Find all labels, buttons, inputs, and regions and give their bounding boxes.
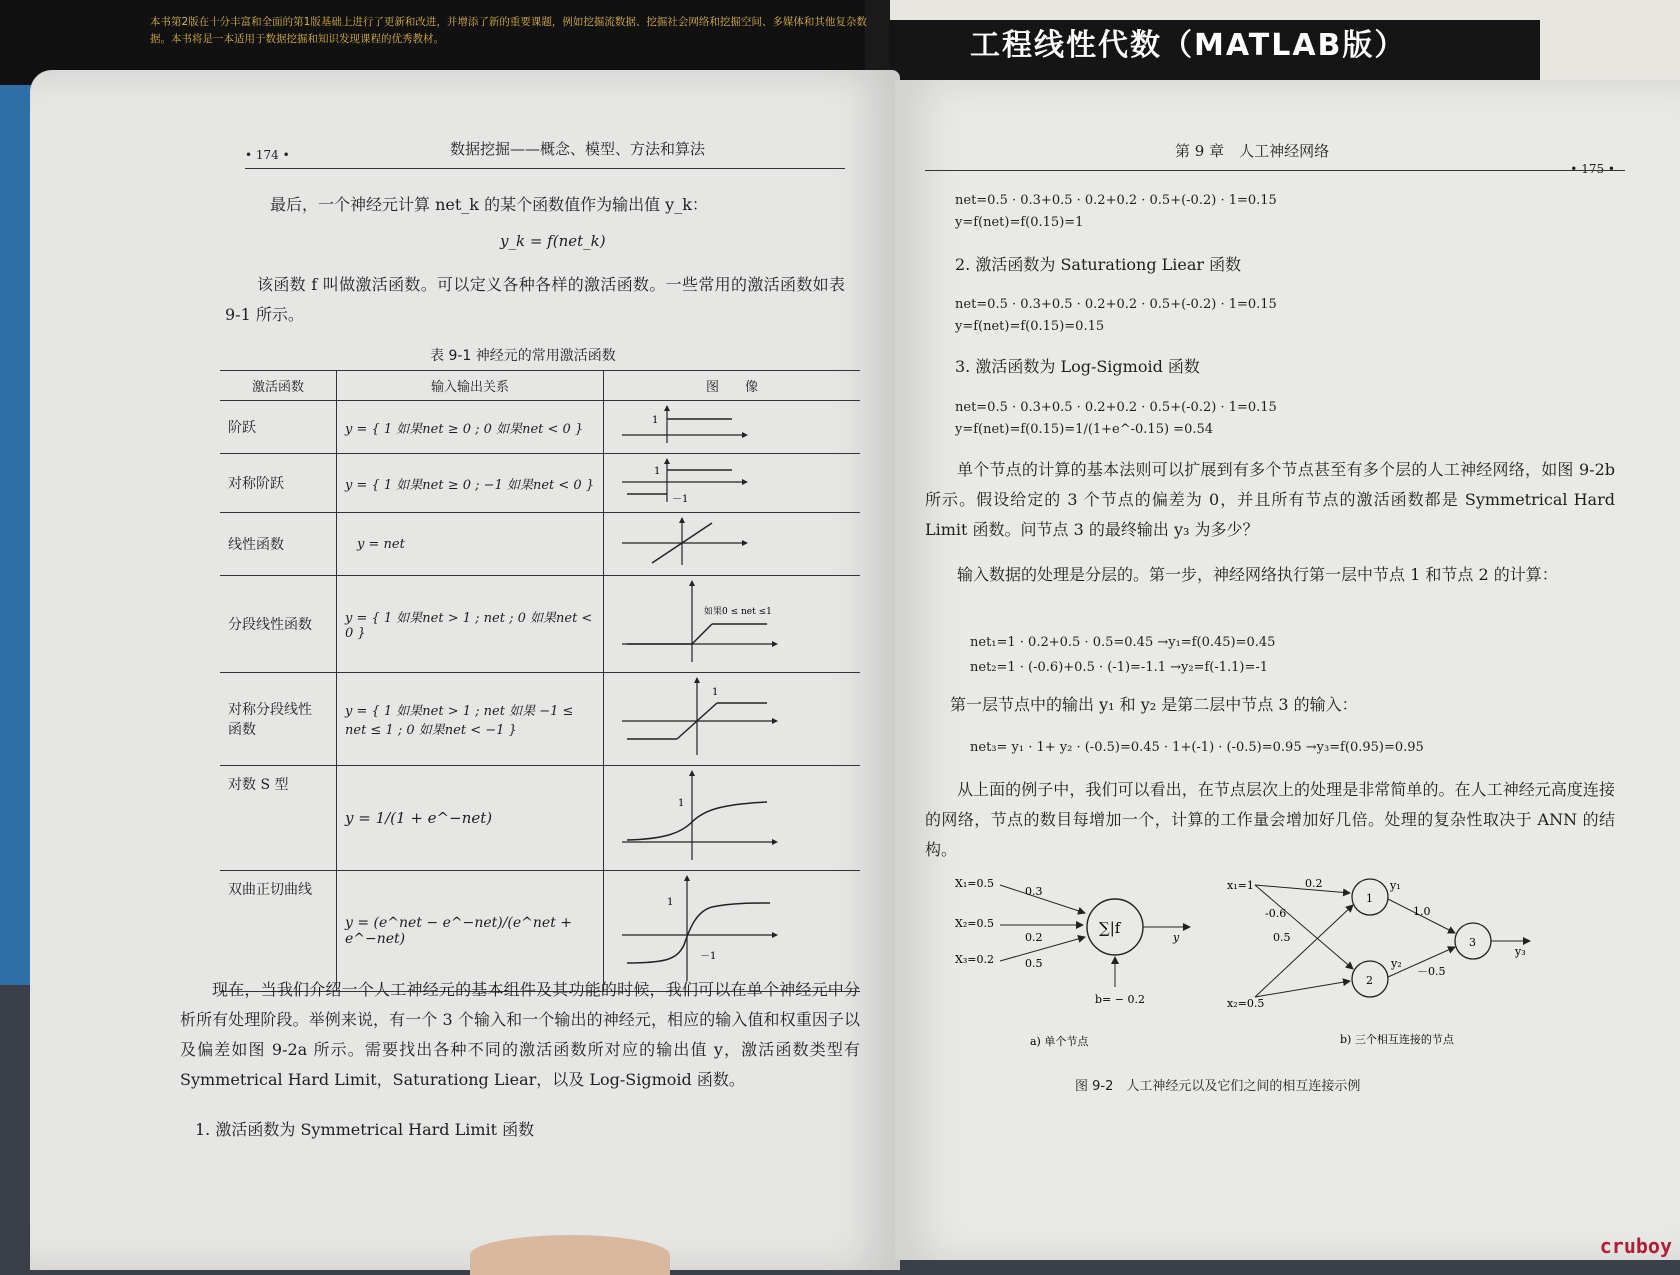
equation-2b: y=f(net)=f(0.15)=0.15 (955, 319, 1105, 334)
page-number: • 174 • (245, 148, 290, 162)
io-relation: y = 1/(1 + e^−net) (337, 766, 604, 871)
intro-equation: y_k = f(net_k) (500, 232, 606, 250)
graph-label-minus-one: －1 (700, 951, 717, 962)
activation-paragraph: 该函数 f 叫做激活函数。可以定义各种各样的激活函数。一些常用的激活函数如表 9-1 所示。 (225, 275, 845, 324)
weight-b-2: -0.6 (1265, 907, 1287, 920)
function-name: 对称分段线性 函数 (220, 673, 337, 766)
bias: b= − 0.2 (1095, 993, 1145, 1006)
header-rule (925, 170, 1625, 171)
graph-linear (604, 513, 861, 576)
running-head: 第 9 章 人工神经网络 (1175, 142, 1330, 160)
table-row (220, 401, 860, 454)
caption-b: b) 三个相互连接的节点 (1340, 1033, 1454, 1046)
output-y3: y₃ (1515, 945, 1526, 958)
table-row (220, 454, 860, 513)
graph-label-minus-one: －1 (672, 494, 689, 504)
function-name: 对数 S 型 (220, 766, 337, 871)
graph-step (604, 401, 861, 454)
weight-b-5: 1.0 (1413, 905, 1431, 918)
equation-net2: net₂=1 · (-0.6)+0.5 · (-1)=-1.1 →y₂=f(-1.1)=-1 (970, 660, 1269, 675)
figure-caption: 图 9-2 人工神经元以及它们之间的相互连接示例 (1075, 1079, 1361, 1094)
weight-3: 0.5 (1025, 957, 1043, 970)
function-name: 双曲正切曲线 (220, 871, 337, 992)
input-x1b: x₁=1 (1227, 879, 1254, 892)
node-label: ∑|f (1099, 919, 1121, 937)
table-row (220, 576, 860, 673)
graph-piecewise-note: 如果0 ≤ net ≤1 (704, 607, 772, 617)
activation-table (220, 370, 860, 992)
function-name: 阶跃 (220, 401, 337, 454)
book-title: 工程线性代数（MATLAB版） (970, 28, 1407, 63)
intro-text: 最后，一个神经元计算 net_k 的某个函数值作为输出值 y_k： (270, 195, 708, 214)
input-x1: X₁=0.5 (955, 877, 994, 890)
now-paragraph: 现在，当我们介绍一个人工神经元的基本组件及其功能的时候，我们可以在单个神经元中分析所有处理阶段。举例来说，有一个 3 个输入和一个输出的神经元，相应的输入值和权重因子以及偏差如图 9-2a 所示。需要找出各种不同的激活函数所对应的输出值 y，激活函数类型有 Symmetrical Hard Limit，Saturationg Liear，以及 Log-Sigmoid 函数。 (180, 980, 860, 1089)
function-name: 对称阶跃 (220, 454, 337, 513)
page-number: • 175 • (1570, 162, 1615, 176)
input-x2b: x₂=0.5 (1227, 997, 1265, 1010)
table-row (220, 766, 860, 871)
graph-symmetric-step (604, 454, 861, 513)
equation-3a: net=0.5 · 0.3+0.5 · 0.2+0.2 · 0.5+(-0.2) · 1=0.15 (955, 400, 1277, 415)
equation-3b: y=f(net)=f(0.15)=1/(1+e^-0.15) =0.54 (955, 422, 1214, 437)
conclusion-paragraph: 从上面的例子中，我们可以看出，在节点层次上的处理是非常简单的。在人工神经元高度连接的网络，节点的数目每增加一个，计算的工作量会增加好几倍。处理的复杂性取决于 ANN 的结构。 (925, 780, 1615, 859)
layer-paragraph: 输入数据的处理是分层的。第一步，神经网络执行第一层中节点 1 和节点 2 的计算： (957, 565, 1558, 584)
caption-a: a) 单个节点 (1030, 1035, 1089, 1048)
node-1-label: 1 (1366, 892, 1373, 905)
node-2-label: 2 (1366, 974, 1373, 987)
weight-1: 0.3 (1025, 885, 1043, 898)
weight-2: 0.2 (1025, 931, 1043, 944)
running-head: 数据挖掘——概念、模型、方法和算法 (450, 140, 706, 158)
graph-piecewise-linear (604, 576, 861, 673)
finger (470, 1235, 670, 1275)
multi-node-paragraph: 单个节点的计算的基本法则可以扩展到有多个节点甚至有多个层的人工神经网络，如图 9-2b 所示。假设给定的 3 个节点的偏差为 0，并且所有节点的激活函数都是 Symmetrical Hard Limit 函数。问节点 3 的最终输出 y₃ 为多少？ (925, 460, 1615, 539)
outputs-paragraph: 第一层节点中的输出 y₁ 和 y₂ 是第二层中节点 3 的输入： (950, 695, 1358, 714)
weight-b-1: 0.2 (1305, 877, 1323, 890)
io-relation: y = { 1 如果net ≥ 0 ; −1 如果net < 0 } (337, 454, 604, 513)
weight-b-6: －0.5 (1417, 965, 1446, 978)
io-relation: y = net (337, 513, 604, 576)
output-y1: y₁ (1390, 879, 1401, 892)
function-name: 分段线性函数 (220, 576, 337, 673)
equation-net1: net₁=1 · 0.2+0.5 · 0.5=0.45 →y₁=f(0.45)=0.45 (970, 635, 1276, 650)
equation-1a: net=0.5 · 0.3+0.5 · 0.2+0.2 · 0.5+(-0.2) · 1=0.15 (955, 193, 1277, 208)
graph-symmetric-piecewise (604, 673, 861, 766)
left-page (30, 70, 900, 1270)
input-x2: X₂=0.5 (955, 917, 994, 930)
table-row (220, 513, 860, 576)
io-relation: y = (e^net − e^−net)/(e^net + e^−net) (337, 871, 604, 992)
equation-net3: net₃= y₁ · 1+ y₂ · (-0.5)=0.45 · 1+(-1) · (-0.5)=0.95 →y₃=f(0.95)=0.95 (970, 740, 1424, 755)
book-blurb: 本书第2版在十分丰富和全面的第1版基础上进行了更新和改进，并增添了新的重要课题，例如挖掘流数据、挖掘社会网络和挖掘空间、多媒体和其他复杂数据。本书将是一本适用于数据挖掘和知识发现课程的优秀教材。 (150, 16, 867, 45)
io-relation: y = { 1 如果net ≥ 0 ; 0 如果net < 0 } (337, 401, 604, 454)
table-row (220, 871, 860, 992)
table-header-graph: 图 像 (604, 371, 861, 401)
header-rule (245, 168, 845, 169)
io-relation: y = { 1 如果net > 1 ; net 如果 −1 ≤ net ≤ 1 ; 0 如果net < −1 } (337, 673, 604, 766)
figure-9-2 (955, 875, 1575, 1065)
graph-tanh (604, 871, 861, 992)
graph-label-one: 1 (678, 798, 685, 809)
table-row (220, 673, 860, 766)
item-2: 2. 激活函数为 Saturationg Liear 函数 (955, 255, 1242, 274)
output-y: y (1173, 931, 1180, 944)
graph-label-one: 1 (652, 415, 659, 426)
table-header-function: 激活函数 (220, 371, 337, 401)
table-caption: 表 9-1 神经元的常用激活函数 (430, 348, 616, 364)
equation-1b: y=f(net)=f(0.15)=1 (955, 215, 1084, 230)
table-header-relation: 输入输出关系 (337, 371, 604, 401)
graph-label-one: 1 (667, 897, 674, 908)
input-x3: X₃=0.2 (955, 953, 994, 966)
item-1: 1. 激活函数为 Symmetrical Hard Limit 函数 (195, 1120, 535, 1139)
graph-log-sigmoid (604, 766, 861, 871)
right-page (895, 80, 1680, 1260)
equation-2a: net=0.5 · 0.3+0.5 · 0.2+0.2 · 0.5+(-0.2) · 1=0.15 (955, 297, 1277, 312)
node-3-label: 3 (1469, 936, 1476, 949)
graph-label-one: 1 (654, 466, 661, 477)
item-3: 3. 激活函数为 Log-Sigmoid 函数 (955, 357, 1200, 376)
weight-b-3: 0.5 (1273, 931, 1291, 944)
output-y2: y₂ (1391, 957, 1402, 970)
function-name: 线性函数 (220, 513, 337, 576)
graph-label-one: 1 (712, 687, 719, 698)
photo-credit: cruboy (1599, 1234, 1672, 1258)
io-relation: y = { 1 如果net > 1 ; net ; 0 如果net < 0 } (337, 576, 604, 673)
